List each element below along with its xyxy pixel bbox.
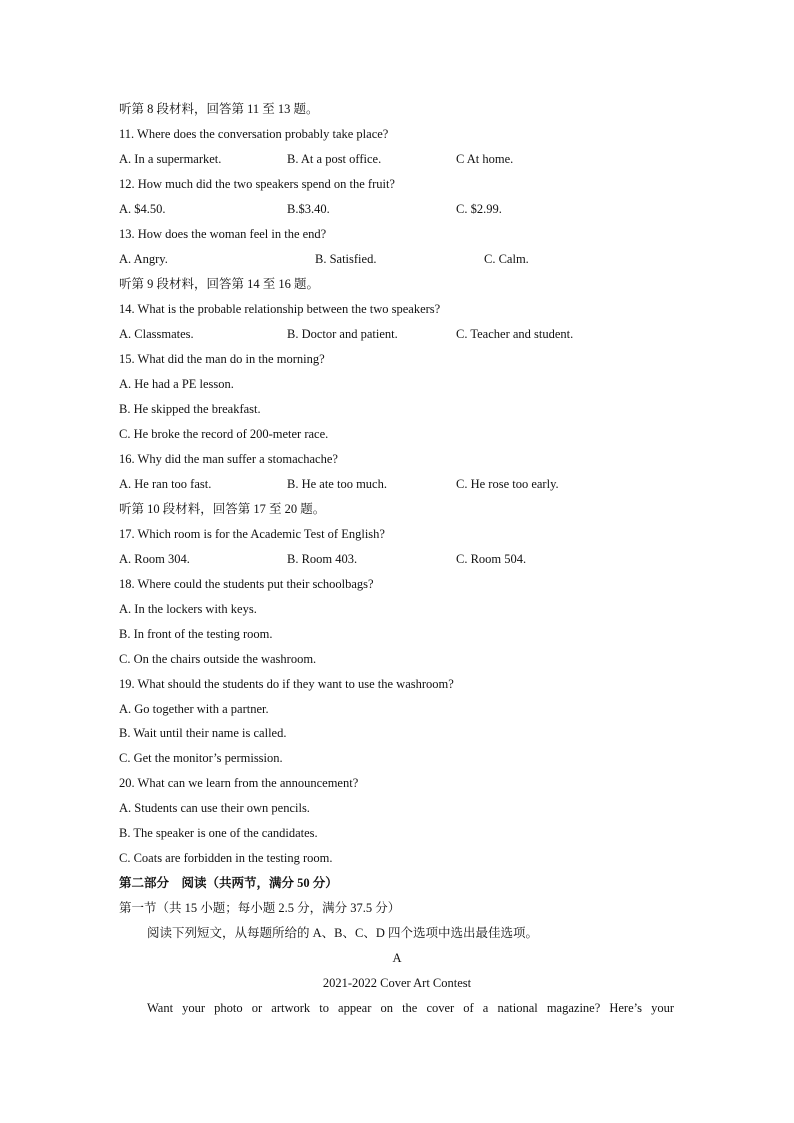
- question-20-option-c: C. Coats are forbidden in the testing room.: [119, 851, 333, 865]
- option-a: A. $4.50.: [119, 202, 166, 216]
- question-18: 18. Where could the students put their schoolbags?: [119, 577, 374, 591]
- question-18-option-a: A. In the lockers with keys.: [119, 602, 257, 616]
- question-12: 12. How much did the two speakers spend on the fruit?: [119, 177, 395, 191]
- question-20: 20. What can we learn from the announcement?: [119, 776, 359, 790]
- question-15-option-c: C. He broke the record of 200-meter race.: [119, 427, 329, 441]
- question-20-option-b: B. The speaker is one of the candidates.: [119, 826, 318, 840]
- option-c: C. Calm.: [484, 252, 529, 266]
- option-b: B. Room 403.: [287, 552, 358, 566]
- option-b: B. Satisfied.: [315, 252, 377, 266]
- question-15-option-a: A. He had a PE lesson.: [119, 377, 234, 391]
- question-18-option-b: B. In front of the testing room.: [119, 627, 273, 641]
- option-a: A. Angry.: [119, 252, 168, 266]
- question-15: 15. What did the man do in the morning?: [119, 352, 325, 366]
- passage-paragraph: Want your photo or artwork to appear on the cover of a national magazine? Here’s your: [147, 1001, 674, 1015]
- option-b: B.$3.40.: [287, 202, 330, 216]
- option-b: B. He ate too much.: [287, 477, 387, 491]
- option-c: C. $2.99.: [456, 202, 502, 216]
- section-9-heading: 听第 9 段材料，回答第 14 至 16 题。: [119, 277, 320, 291]
- option-c: C. He rose too early.: [456, 477, 559, 491]
- option-a: A. He ran too fast.: [119, 477, 212, 491]
- option-b: B. At a post office.: [287, 152, 382, 166]
- question-14: 14. What is the probable relationship between the two speakers?: [119, 302, 441, 316]
- option-c: C At home.: [456, 152, 514, 166]
- section-1-heading: 第一节（共 15 小题；每小题 2.5 分，满分 37.5 分）: [119, 901, 401, 915]
- question-19-option-c: C. Get the monitor’s permission.: [119, 751, 283, 765]
- option-c: C. Room 504.: [456, 552, 527, 566]
- question-16: 16. Why did the man suffer a stomachache?: [119, 452, 338, 466]
- passage-letter: A: [392, 951, 402, 965]
- option-c: C. Teacher and student.: [456, 327, 574, 341]
- question-19: 19. What should the students do if they want to use the washroom?: [119, 677, 454, 691]
- question-11: 11. Where does the conversation probably take place?: [119, 127, 389, 141]
- option-a: A. In a supermarket.: [119, 152, 222, 166]
- section-8-heading: 听第 8 段材料，回答第 11 至 13 题。: [119, 102, 319, 116]
- question-19-option-a: A. Go together with a partner.: [119, 702, 269, 716]
- passage-title: 2021-2022 Cover Art Contest: [322, 976, 472, 990]
- question-19-option-b: B. Wait until their name is called.: [119, 726, 287, 740]
- question-20-option-a: A. Students can use their own pencils.: [119, 801, 310, 815]
- reading-instructions: 阅读下列短文，从每题所给的 A、B、C、D 四个选项中选出最佳选项。: [147, 926, 538, 940]
- section-10-heading: 听第 10 段材料，回答第 17 至 20 题。: [119, 502, 326, 516]
- option-b: B. Doctor and patient.: [287, 327, 398, 341]
- option-a: A. Room 304.: [119, 552, 190, 566]
- part-2-heading: 第二部分 阅读（共两节，满分 50 分）: [119, 876, 338, 890]
- option-a: A. Classmates.: [119, 327, 194, 341]
- question-17: 17. Which room is for the Academic Test of English?: [119, 527, 385, 541]
- question-13: 13. How does the woman feel in the end?: [119, 227, 327, 241]
- question-15-option-b: B. He skipped the breakfast.: [119, 402, 261, 416]
- question-18-option-c: C. On the chairs outside the washroom.: [119, 652, 317, 666]
